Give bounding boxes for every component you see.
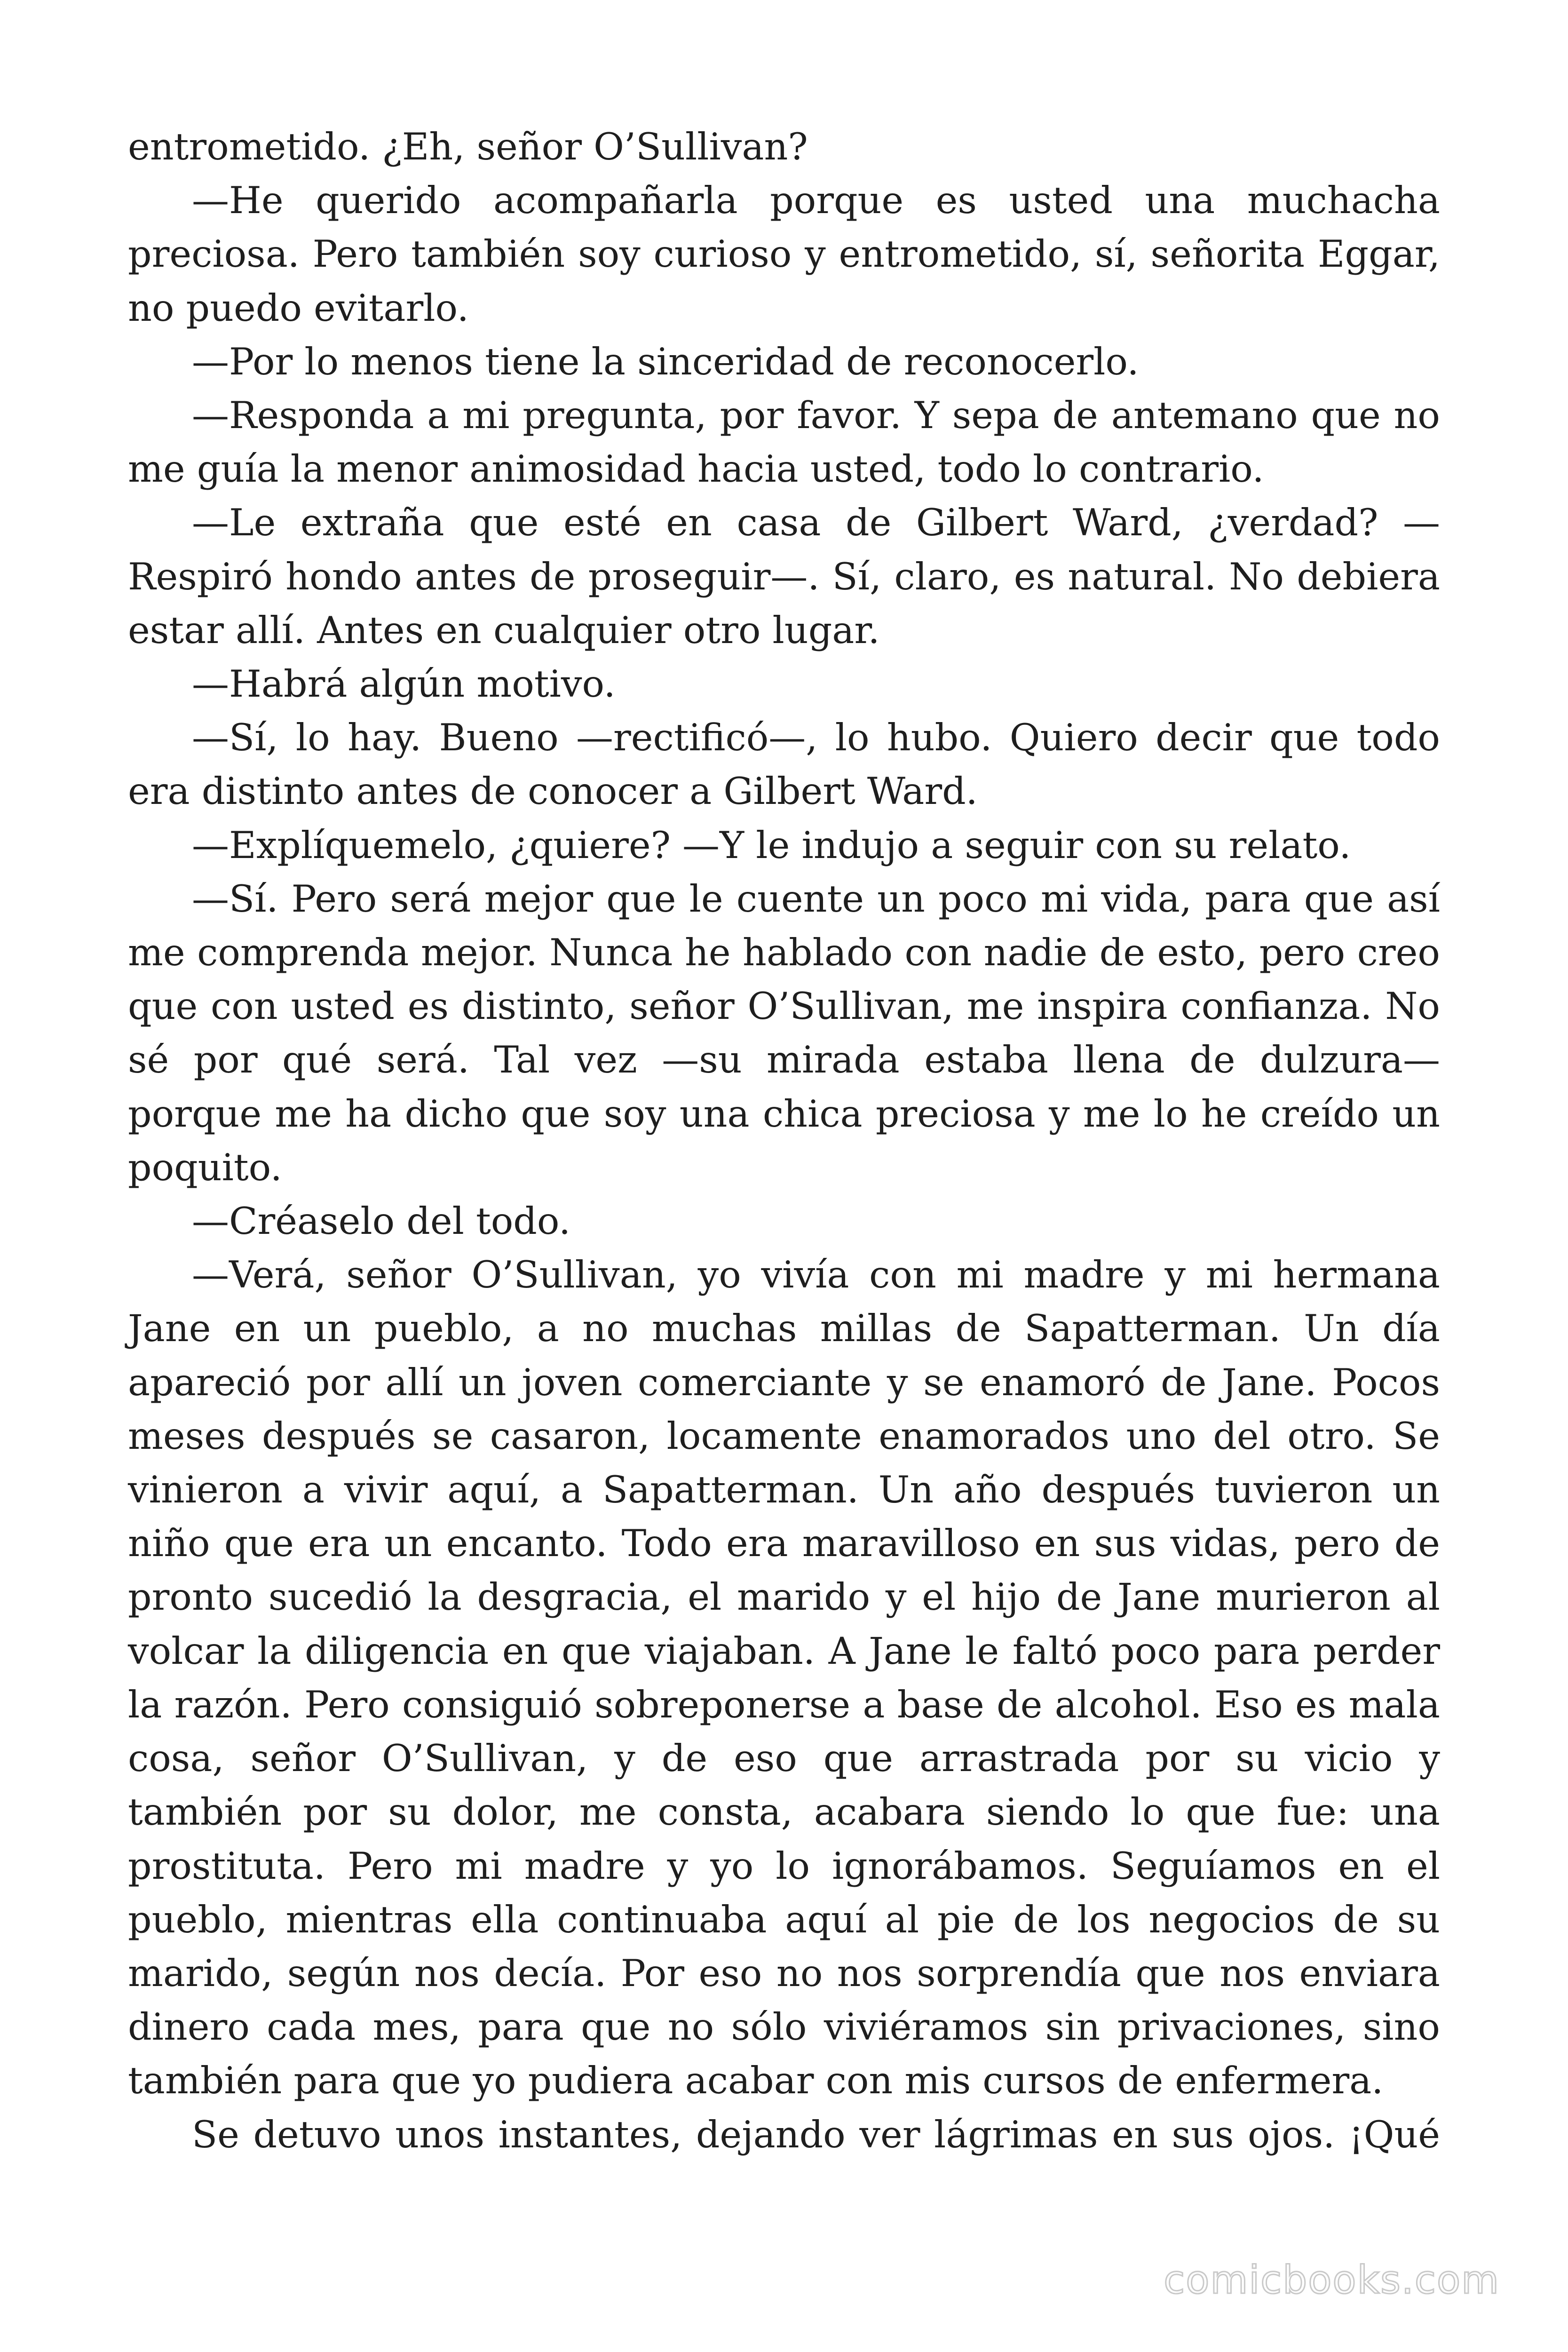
page-body-text [128, 120, 1440, 2161]
paragraph-10: —Créaselo del todo. [192, 1200, 571, 1243]
paragraph-11: —Verá, señor O’Sullivan, yo vivía con mi madre y mi hermana Jane en un pueblo, a no muchas millas de Sapatterman. Un día apareció por allí un joven comerciante y se enamoró de Jane. Pocos meses después se casaron, locamente enamorados uno del otro. Se vinieron a vivir aquí, a Sapatterman. Un año después tuvieron un niño que era un encanto. Todo era maravilloso en sus vidas, pero de pronto sucedió la desgracia, el marido y el hijo de Jane murieron al volcar la diligencia en que viajaban. A Jane le faltó poco para perder la razón. Pero consiguió sobreponerse a base de alcohol. Eso es mala cosa, señor O’Sullivan, y de eso que arrastrada por su vicio y también por su dolor, me consta, acabara siendo lo que fue: una prostituta. Pero mi madre y yo lo ignorábamos. Seguíamos en el pueblo, mientras ella continuaba aquí al pie de los negocios de su marido, según nos decía. Por eso no nos sorprendía que nos enviara dinero cada mes, para que no sólo viviéramos sin privaciones, sino también para que yo pudiera acabar con mis cursos de enfermera. [128, 1253, 1440, 2103]
paragraph-6: —Habrá algún motivo. [192, 662, 616, 706]
paragraph-2: —He querido acompañarla porque es usted una muchacha preciosa. Pero también soy curioso y entrometido, sí, señorita Eggar, no puedo evitarlo. [128, 179, 1440, 330]
paragraph-12: Se detuvo unos instantes, dejando ver lágrimas en sus ojos. ¡Qué [192, 2113, 1440, 2156]
watermark: comicbooks.com [1164, 2258, 1500, 2303]
paragraph-7: —Sí, lo hay. Bueno —rectificó—, lo hubo. Quiero decir que todo era distinto antes de conocer a Gilbert Ward. [128, 716, 1440, 813]
paragraph-3: —Por lo menos tiene la sinceridad de reconocerlo. [192, 340, 1139, 383]
paragraph-4: —Responda a mi pregunta, por favor. Y sepa de antemano que no me guía la menor animosidad hacia usted, todo lo contrario. [128, 394, 1440, 491]
paragraph-9: —Sí. Pero será mejor que le cuente un poco mi vida, para que así me comprenda mejor. Nunca he hablado con nadie de esto, pero creo que con usted es distinto, señor O’Sullivan, me inspira confianza. No sé por qué será. Tal vez —su mirada estaba llena de dulzura— porque me ha dicho que soy una chica preciosa y me lo he creído un poquito. [128, 877, 1440, 1189]
paragraph-1: entrometido. ¿Eh, señor O’Sullivan? [128, 125, 808, 168]
paragraph-8: —Explíquemelo, ¿quiere? —Y le indujo a seguir con su relato. [192, 823, 1351, 867]
paragraph-5: —Le extraña que esté en casa de Gilbert Ward, ¿verdad? —Respiró hondo antes de proseguir—. Sí, claro, es natural. No debiera estar allí. Antes en cualquier otro lugar. [128, 501, 1440, 652]
